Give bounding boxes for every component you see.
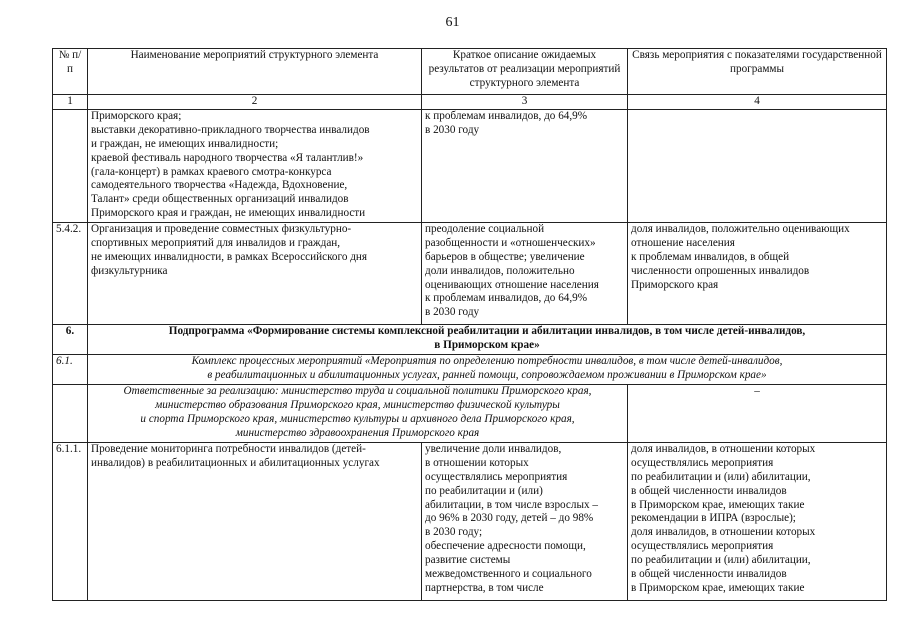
text-line: доля инвалидов, положительно оценивающих	[631, 222, 850, 235]
text-line: оценивающих отношение населения	[425, 278, 599, 291]
table-row-6-1-1	[53, 442, 887, 600]
text-line: и граждан, не имеющих инвалидности;	[91, 137, 279, 150]
text-line: доля инвалидов, в отношении которых	[631, 526, 816, 539]
subprogram-title	[88, 324, 887, 354]
row-link-cell	[628, 109, 887, 222]
row-number	[53, 384, 88, 442]
text-line: в отношении которых	[425, 456, 529, 469]
text-line: по реабилитации и (или) абилитации,	[631, 554, 811, 567]
text-line: рекомендации в ИПРА (взрослые);	[631, 512, 796, 525]
column-number: 2	[88, 95, 422, 110]
text-line: министерство здравоохранения Приморского края	[235, 426, 480, 439]
text-line: физкультурника	[91, 264, 168, 277]
text-line: самодеятельного творчества «Надежда, Вдохновение,	[91, 179, 348, 192]
text-line: разобщенности и «отношенческих»	[425, 236, 596, 249]
text-line: развитие системы	[425, 554, 511, 567]
column-number-row	[53, 95, 887, 110]
text-line: выставки декоративно-прикладного творчества инвалидов	[91, 123, 370, 136]
text-line: и спорта Приморского края, министерство культуры и архивного дела Приморского края,	[140, 412, 575, 425]
text-line: министерство образования Приморского края, министерство физической культуры	[155, 398, 560, 411]
row-link-cell	[628, 442, 887, 600]
responsible-text	[88, 384, 628, 442]
row-link-cell	[628, 222, 887, 324]
header-link: Связь мероприятия с показателями государственной программы	[628, 49, 887, 95]
column-number: 1	[53, 95, 88, 110]
text-line: Ответственные за реализацию: министерство труда и социальной политики Приморского края,	[123, 384, 592, 397]
text-line: к проблемам инвалидов, до 64,9%	[425, 109, 588, 122]
text-line: в общей численности инвалидов	[631, 484, 787, 497]
row-number: 6.1.	[53, 354, 88, 384]
text-line: инвалидов) в реабилитационных и абилитационных услугах	[91, 456, 380, 469]
responsible-dash: –	[628, 384, 887, 442]
text-line: по реабилитации и (или)	[425, 484, 543, 497]
text-line: абилитации, в том числе взрослых –	[425, 498, 598, 511]
text-line: Приморского края и граждан, не имеющих инвалидности	[91, 207, 366, 220]
text-line: Талант» среди общественных организаций инвалидов	[91, 193, 349, 206]
text-line: в 2030 году	[425, 306, 480, 319]
table-row-5-4-2	[53, 222, 887, 324]
text-line: в Приморском крае, имеющих такие	[631, 581, 805, 594]
text-line: увеличение доли инвалидов,	[425, 442, 562, 455]
text-line: межведомственного и социального	[425, 568, 592, 581]
row-number: 6.1.1.	[53, 442, 88, 600]
text-line: в 2030 году	[425, 123, 480, 136]
text-line: доли инвалидов, положительно	[425, 264, 575, 277]
text-line: в Приморском крае, имеющих такие	[631, 498, 805, 511]
text-line: обеспечение адресности помощи,	[425, 540, 586, 553]
text-line: не имеющих инвалидности, в рамках Всероссийского дня	[91, 250, 368, 263]
table-header-row	[53, 49, 887, 95]
text-line: в общей численности инвалидов	[631, 568, 787, 581]
subprogram-row-6	[53, 324, 887, 354]
text-line: осуществлялись мероприятия	[631, 456, 774, 469]
text-line: отношение населения	[631, 236, 735, 249]
text-line: в реабилитационных и абилитационных услугах, ранней помощи, сопровождаемом проживании в Приморском крае»	[207, 368, 767, 381]
text-line: Комплекс процессных мероприятий «Мероприятия по определению потребности инвалидов, в том числе детей-инвалидов,	[191, 354, 783, 367]
text-line: к проблемам инвалидов, до 64,9%	[425, 292, 588, 305]
text-line: Приморского края;	[91, 109, 182, 122]
text-line: в Приморском крае»	[434, 338, 540, 351]
table-row-continuation	[53, 109, 887, 222]
text-line: к проблемам инвалидов, в общей	[631, 250, 790, 263]
text-line: (гала-концерт) в рамках краевого смотра-конкурса	[91, 165, 332, 178]
row-result-cell	[422, 222, 628, 324]
text-line: в 2030 году;	[425, 526, 483, 539]
text-line: барьеров в обществе; увеличение	[425, 250, 585, 263]
row-number: 5.4.2.	[53, 222, 88, 324]
text-line: численности опрошенных инвалидов	[631, 264, 810, 277]
measures-table	[52, 48, 887, 601]
header-name: Наименование мероприятий структурного элемента	[88, 49, 422, 95]
row-result-cell	[422, 109, 628, 222]
complex-row-6-1	[53, 354, 887, 384]
header-number: № п/п	[53, 49, 88, 95]
text-line: Приморского края	[631, 278, 719, 291]
column-number: 3	[422, 95, 628, 110]
page-number: 61	[445, 15, 460, 30]
text-line: партнерства, в том числе	[425, 581, 544, 594]
row-number: 6.	[53, 324, 88, 354]
text-line: Подпрограмма «Формирование системы комплексной реабилитации и абилитации инвалидов, в том числе детей-инвалидов,	[168, 324, 806, 337]
text-line: спортивных мероприятий для инвалидов и граждан,	[91, 236, 341, 249]
row-result-cell	[422, 442, 628, 600]
text-line: осуществлялись мероприятия	[631, 540, 774, 553]
text-line: доля инвалидов, в отношении которых	[631, 442, 816, 455]
row-number	[53, 109, 88, 222]
text-line: до 96% в 2030 году, детей – до 98%	[425, 512, 594, 525]
row-name-cell	[88, 442, 422, 600]
complex-title	[88, 354, 887, 384]
column-number: 4	[628, 95, 887, 110]
responsible-row	[53, 384, 887, 442]
text-line: Организация и проведение совместных физкультурно-	[91, 222, 352, 235]
text-line: по реабилитации и (или) абилитации,	[631, 470, 811, 483]
header-result: Краткое описание ожидаемых результатов от реализации мероприятий структурного элемента	[422, 49, 628, 95]
row-name-cell	[88, 109, 422, 222]
row-name-cell	[88, 222, 422, 324]
text-line: Проведение мониторинга потребности инвалидов (детей-	[91, 442, 366, 455]
text-line: краевой фестиваль народного творчества «Я талантлив!»	[91, 151, 364, 164]
text-line: осуществлялись мероприятия	[425, 470, 568, 483]
text-line: преодоление социальной	[425, 222, 545, 235]
